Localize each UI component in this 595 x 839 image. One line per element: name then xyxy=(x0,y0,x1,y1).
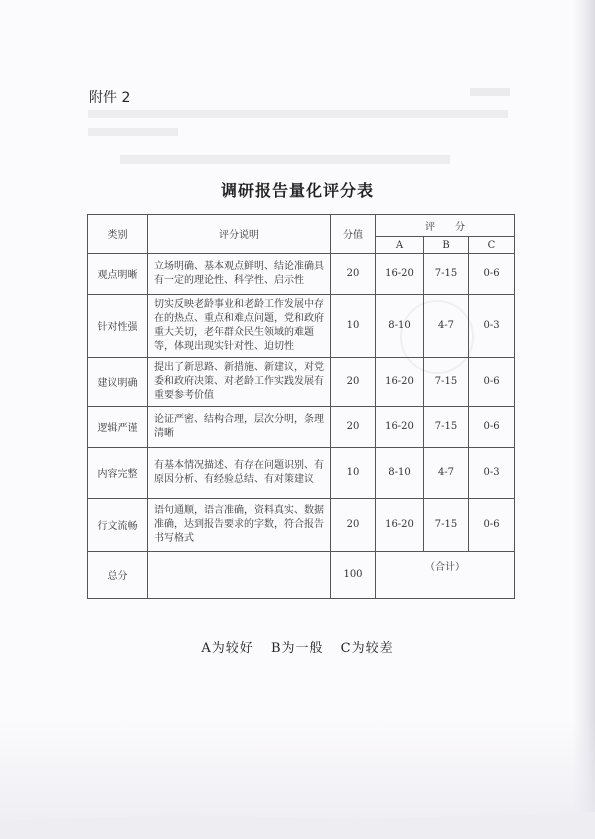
row-description: 论证严密、结构合理，层次分明，条理清晰 xyxy=(148,406,331,447)
header-category: 类别 xyxy=(88,215,148,254)
header-description: 评分说明 xyxy=(148,215,331,254)
table-row xyxy=(88,294,515,357)
page-title: 调研报告量化评分表 xyxy=(220,181,374,200)
table-row xyxy=(88,406,515,447)
row-points: 20 xyxy=(331,253,376,294)
row-grade-c: 0-6 xyxy=(469,357,515,406)
row-grade-c: 0-3 xyxy=(469,294,515,357)
row-category: 针对性强 xyxy=(88,294,148,357)
row-description: 立场明确、基本观点鲜明、结论准确具有一定的理论性、科学性、启示性 xyxy=(148,253,331,294)
row-description: 语句通顺，语言准确，资料真实、数据准确，达到报告要求的字数，符合报告书写格式 xyxy=(148,498,331,551)
header-points: 分值 xyxy=(331,215,376,254)
row-grade-a: 8-10 xyxy=(376,294,424,357)
scoring-table xyxy=(87,214,515,599)
legend-b: B为一般 xyxy=(270,641,324,656)
row-grade-b: 7-15 xyxy=(424,357,469,406)
total-sum: （合计） xyxy=(376,551,515,598)
row-grade-a: 8-10 xyxy=(376,447,424,498)
row-category: 逻辑严谨 xyxy=(88,406,148,447)
attachment-label: 附件 2 xyxy=(89,90,131,106)
total-label: 总分 xyxy=(88,551,148,598)
table-row xyxy=(88,253,515,294)
total-points: 100 xyxy=(331,551,376,598)
row-category: 建议明确 xyxy=(88,357,148,406)
bleed-through-mark xyxy=(470,88,510,96)
table-row xyxy=(88,498,515,551)
legend-c: C为较差 xyxy=(340,641,394,656)
row-grade-c: 0-6 xyxy=(469,253,515,294)
row-description: 提出了新思路、新措施、新建议，对党委和政府决策、对老龄工作实践发展有重要参考价值 xyxy=(148,357,331,406)
row-grade-c: 0-3 xyxy=(469,447,515,498)
table-total-row xyxy=(88,551,515,598)
header-grade-a: A xyxy=(376,237,424,253)
row-grade-c: 0-6 xyxy=(469,406,515,447)
row-description: 有基本情况描述、有存在问题识别、有原因分析、有经验总结、有对策建议 xyxy=(148,447,331,498)
row-points: 10 xyxy=(331,447,376,498)
row-grade-b: 4-7 xyxy=(424,447,469,498)
row-description: 切实反映老龄事业和老龄工作发展中存在的热点、重点和难点问题，党和政府重大关切，老年群众民生领域的难题等，体现出现实针对性、迫切性 xyxy=(148,294,331,357)
row-grade-c: 0-6 xyxy=(469,498,515,551)
page-edge-shadow xyxy=(573,0,595,839)
total-blank xyxy=(148,551,331,598)
header-score: 评 分 xyxy=(376,215,515,237)
row-points: 20 xyxy=(331,406,376,447)
row-grade-b: 4-7 xyxy=(424,294,469,357)
table-row xyxy=(88,447,515,498)
table-row xyxy=(88,357,515,406)
bleed-through-mark xyxy=(88,128,178,136)
row-points: 10 xyxy=(331,294,376,357)
row-points: 20 xyxy=(331,498,376,551)
row-grade-b: 7-15 xyxy=(424,406,469,447)
grade-legend xyxy=(0,637,595,656)
row-category: 观点明晰 xyxy=(88,253,148,294)
header-grade-b: B xyxy=(424,237,469,253)
row-grade-a: 16-20 xyxy=(376,406,424,447)
table-header-row xyxy=(88,215,515,237)
row-category: 行文流畅 xyxy=(88,498,148,551)
legend-a: A为较好 xyxy=(201,641,254,656)
row-grade-a: 16-20 xyxy=(376,253,424,294)
row-points: 20 xyxy=(331,357,376,406)
row-grade-b: 7-15 xyxy=(424,498,469,551)
row-grade-a: 16-20 xyxy=(376,357,424,406)
header-grade-c: C xyxy=(469,237,515,253)
row-grade-b: 7-15 xyxy=(424,253,469,294)
row-grade-a: 16-20 xyxy=(376,498,424,551)
bleed-through-mark xyxy=(88,110,508,118)
row-category: 内容完整 xyxy=(88,447,148,498)
bleed-through-mark xyxy=(120,155,450,164)
